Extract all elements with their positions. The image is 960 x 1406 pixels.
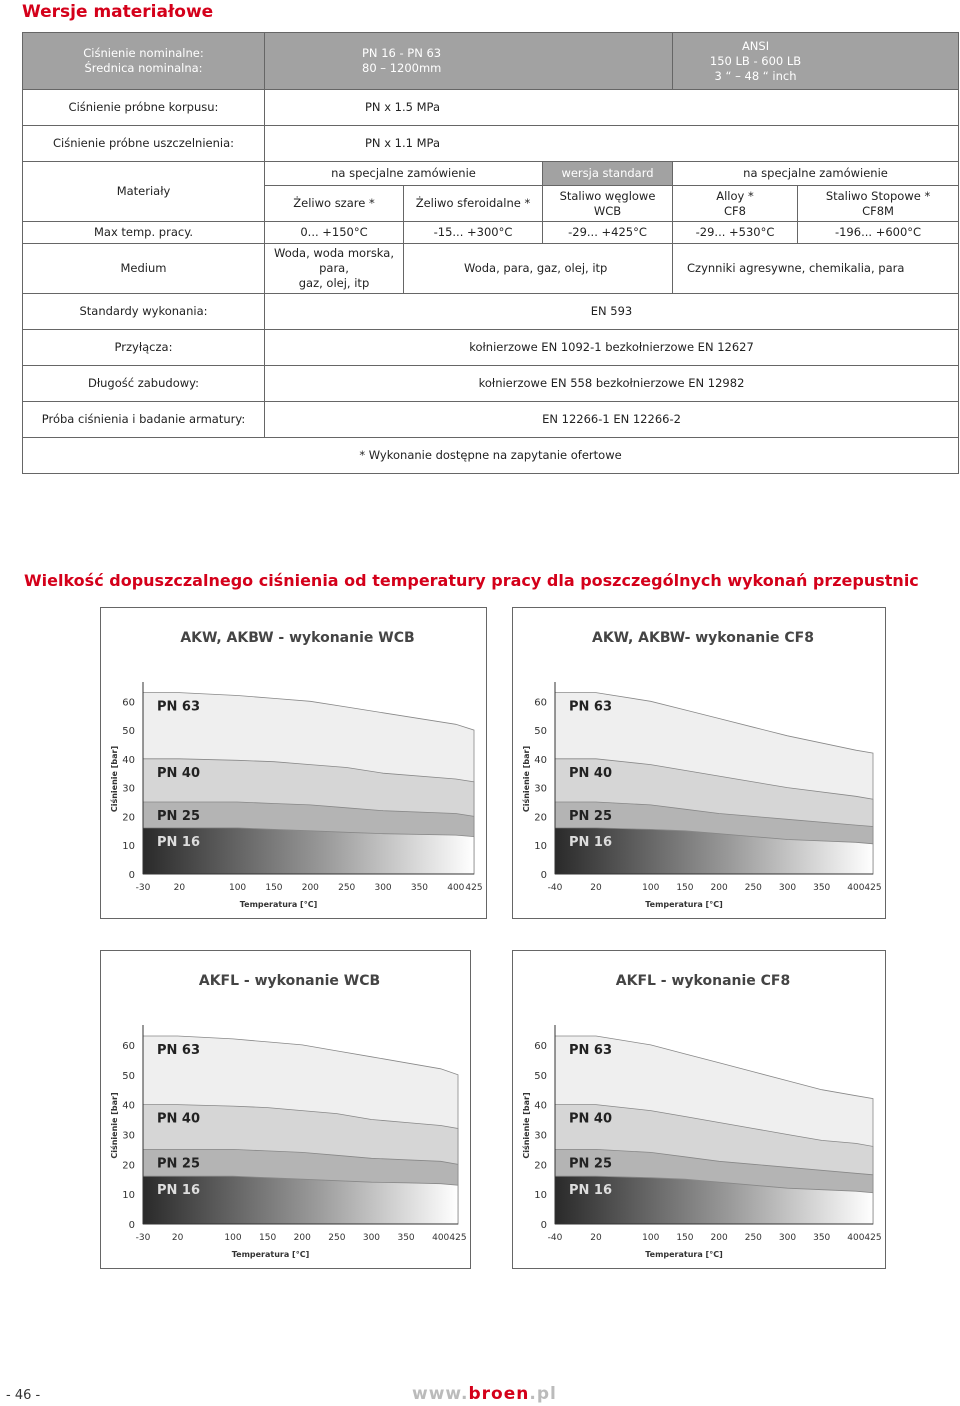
- series-label: PN 25: [569, 1156, 613, 1172]
- x-tick-label: 250: [338, 883, 356, 893]
- pn-range: PN 16 - PN 63: [362, 46, 442, 60]
- max-temp-label: Max temp. pracy.: [23, 222, 265, 244]
- x-tick-label: 425: [864, 883, 882, 893]
- ansi-lb-range: 150 LB - 600 LB: [709, 53, 802, 68]
- table-row: [23, 162, 959, 186]
- temp-range: -196... +600°C: [798, 222, 959, 244]
- x-tick-label: 200: [301, 883, 319, 893]
- temp-range: 0... +150°C: [265, 222, 404, 244]
- x-tick-label: 150: [265, 883, 283, 893]
- x-tick-label: 425: [864, 1233, 882, 1243]
- medium-value-3: Czynniki agresywne, chemikalia, para: [673, 244, 959, 294]
- x-axis-label: Temperatura [°C]: [645, 1250, 723, 1259]
- spec-table: [22, 32, 959, 474]
- chart-svg: [513, 608, 885, 918]
- y-tick-label: 20: [122, 812, 135, 824]
- y-axis-label: Ciśnienie [bar]: [110, 745, 119, 813]
- series-label: PN 16: [157, 834, 201, 850]
- series-label: PN 40: [569, 1111, 613, 1127]
- length-value: kołnierzowe EN 558 bezkołnierzowe EN 12982: [265, 366, 959, 402]
- test-label: Próba ciśnienia i badanie armatury:: [23, 402, 265, 438]
- temp-range: -29... +425°C: [543, 222, 673, 244]
- material-carbon-steel: Staliwo węglowe WCB: [543, 186, 673, 222]
- table-row: [23, 244, 959, 294]
- table-row: [23, 90, 959, 126]
- x-tick-label: -40: [547, 883, 563, 893]
- chart-akw-wcb: [100, 607, 487, 919]
- y-axis-label: Ciśnienie [bar]: [522, 1092, 531, 1159]
- page-title: Wersje materiałowe: [22, 2, 214, 22]
- chart-title: AKW, AKBW - wykonanie WCB: [180, 630, 415, 646]
- x-tick-label: -30: [135, 1233, 151, 1243]
- chart-akw-cf8: [512, 607, 886, 919]
- temp-range: -15... +300°C: [404, 222, 543, 244]
- material-stainless: Staliwo Stopowe * CF8M: [798, 186, 959, 222]
- standard-version-badge: wersja standard: [543, 162, 673, 186]
- pn-dn-cell: [265, 33, 673, 90]
- ansi-inch-range: 3 “ – 48 “ inch: [714, 68, 797, 83]
- table-row: [23, 402, 959, 438]
- y-tick-label: 60: [122, 697, 135, 709]
- y-tick-label: 30: [534, 783, 547, 795]
- y-tick-label: 0: [128, 1220, 135, 1231]
- y-tick-label: 20: [534, 812, 547, 824]
- chart-title: AKFL - wykonanie CF8: [615, 973, 791, 989]
- y-tick-label: 30: [534, 1130, 547, 1142]
- x-tick-label: 150: [259, 1233, 277, 1243]
- chart-title: AKW, AKBW- wykonanie CF8: [591, 630, 815, 646]
- y-tick-label: 40: [122, 1100, 135, 1112]
- series-label: PN 40: [157, 1111, 201, 1127]
- y-tick-label: 40: [534, 754, 547, 766]
- x-axis-label: Temperatura [°C]: [231, 1250, 310, 1259]
- chart-svg: [101, 608, 486, 918]
- x-axis-label: Temperatura [°C]: [645, 900, 723, 909]
- brand-name: broen: [468, 1384, 530, 1404]
- x-tick-label: 100: [224, 1233, 242, 1243]
- y-axis-label: Ciśnienie [bar]: [110, 1092, 119, 1159]
- website-url[interactable]: www.broen.pl: [412, 1384, 557, 1404]
- length-label: Długość zabudowy:: [23, 366, 265, 402]
- nominal-diameter-label: Średnica nominalna:: [84, 61, 203, 75]
- series-label: PN 16: [157, 1183, 201, 1199]
- x-tick-label: 250: [744, 883, 762, 893]
- x-tick-label: 250: [744, 1233, 762, 1243]
- y-tick-label: 10: [534, 841, 547, 853]
- x-tick-label: 20: [173, 883, 186, 893]
- table-row: [23, 126, 959, 162]
- y-tick-label: 0: [128, 870, 135, 881]
- series-label: PN 16: [569, 834, 613, 850]
- test-value: EN 12266-1 EN 12266-2: [265, 402, 959, 438]
- y-tick-label: 10: [534, 1190, 547, 1202]
- y-tick-label: 40: [122, 754, 135, 766]
- y-tick-label: 0: [540, 1220, 547, 1231]
- y-tick-label: 60: [534, 697, 547, 709]
- seal-test-value: PN x 1.1 MPa: [265, 126, 959, 162]
- y-tick-label: 50: [122, 726, 135, 738]
- chart-akfl-wcb: [100, 950, 471, 1269]
- series-label: PN 25: [569, 809, 613, 825]
- chart-svg: [513, 951, 885, 1268]
- connections-label: Przyłącza:: [23, 330, 265, 366]
- y-tick-label: 60: [122, 1040, 135, 1052]
- table-row: [23, 222, 959, 244]
- x-tick-label: 400: [447, 883, 465, 893]
- x-tick-label: 350: [397, 1233, 415, 1243]
- x-tick-label: 150: [676, 883, 694, 893]
- x-tick-label: 100: [642, 1233, 660, 1243]
- table-row: [23, 294, 959, 330]
- y-axis-label: Ciśnienie [bar]: [522, 745, 531, 813]
- x-tick-label: 200: [293, 1233, 311, 1243]
- x-tick-label: 100: [228, 883, 247, 893]
- x-tick-label: 200: [710, 883, 728, 893]
- series-label: PN 16: [569, 1183, 613, 1199]
- chart-svg: [101, 951, 470, 1268]
- x-axis-label: Temperatura [°C]: [239, 900, 318, 909]
- medium-value-1: Woda, woda morska, para, gaz, olej, itp: [265, 244, 404, 294]
- ansi-label: ANSI: [741, 38, 770, 53]
- table-row: [23, 438, 959, 474]
- ansi-cell: [673, 33, 959, 90]
- body-test-value: PN x 1.5 MPa: [265, 90, 959, 126]
- series-label: PN 40: [157, 765, 201, 781]
- y-tick-label: 0: [540, 870, 547, 881]
- x-tick-label: 250: [328, 1233, 346, 1243]
- x-tick-label: 20: [171, 1233, 184, 1243]
- footnote: * Wykonanie dostępne na zapytanie ofertowe: [23, 438, 959, 474]
- material-ductile-iron: Żeliwo sferoidalne *: [404, 186, 543, 222]
- x-tick-label: 400: [847, 883, 865, 893]
- table-row: [23, 330, 959, 366]
- chart-title: AKFL - wykonanie WCB: [198, 973, 381, 989]
- material-alloy: Alloy * CF8: [673, 186, 798, 222]
- x-tick-label: 350: [813, 1233, 831, 1243]
- x-tick-label: 425: [465, 883, 483, 893]
- x-tick-label: 300: [362, 1233, 381, 1243]
- medium-value-2: Woda, para, gaz, olej, itp: [404, 244, 673, 294]
- x-tick-label: 200: [710, 1233, 728, 1243]
- materials-label: Materiały: [23, 162, 265, 222]
- x-tick-label: 20: [590, 1233, 602, 1243]
- series-label: PN 25: [157, 1156, 201, 1172]
- connections-value: kołnierzowe EN 1092-1 bezkołnierzowe EN 12627: [265, 330, 959, 366]
- x-tick-label: 300: [778, 1233, 797, 1243]
- series-label: PN 63: [157, 699, 201, 715]
- seal-test-label: Ciśnienie próbne uszczelnienia:: [23, 126, 265, 162]
- x-tick-label: -40: [547, 1233, 563, 1243]
- nominal-pressure-label: Ciśnienie nominalne:: [83, 46, 204, 60]
- x-tick-label: 350: [813, 883, 831, 893]
- special-order-right: na specjalne zamówienie: [673, 162, 959, 186]
- page-number: - 46 -: [6, 1388, 41, 1403]
- section-title: Wielkość dopuszczalnego ciśnienia od temperatury pracy dla poszczególnych wykonań przepustnic: [24, 571, 919, 590]
- dn-range: 80 – 1200mm: [362, 61, 442, 75]
- x-tick-label: 400: [847, 1233, 865, 1243]
- y-tick-label: 30: [122, 1130, 135, 1142]
- material-grey-iron: Żeliwo szare *: [265, 186, 404, 222]
- x-tick-label: 350: [410, 883, 429, 893]
- standards-label: Standardy wykonania:: [23, 294, 265, 330]
- medium-label: Medium: [23, 244, 265, 294]
- series-label: PN 25: [157, 809, 201, 825]
- table-row: [23, 366, 959, 402]
- series-label: PN 63: [569, 699, 613, 715]
- x-tick-label: 400: [432, 1233, 450, 1243]
- x-tick-label: -30: [135, 883, 151, 893]
- y-tick-label: 50: [534, 1070, 547, 1082]
- y-tick-label: 40: [534, 1100, 547, 1112]
- y-tick-label: 20: [534, 1160, 547, 1172]
- special-order-left: na specjalne zamówienie: [265, 162, 543, 186]
- series-label: PN 40: [569, 765, 613, 781]
- y-tick-label: 20: [122, 1160, 135, 1172]
- nominal-labels-cell: [23, 33, 265, 90]
- x-tick-label: 300: [374, 883, 392, 893]
- x-tick-label: 425: [449, 1233, 467, 1243]
- series-label: PN 63: [157, 1042, 201, 1058]
- x-tick-label: 100: [642, 883, 660, 893]
- chart-akfl-cf8: [512, 950, 886, 1269]
- y-tick-label: 30: [122, 783, 135, 795]
- x-tick-label: 20: [590, 883, 602, 893]
- x-tick-label: 150: [676, 1233, 694, 1243]
- standards-value: EN 593: [265, 294, 959, 330]
- body-test-label: Ciśnienie próbne korpusu:: [23, 90, 265, 126]
- table-row: [23, 33, 959, 90]
- temp-range: -29... +530°C: [673, 222, 798, 244]
- y-tick-label: 60: [534, 1040, 547, 1052]
- y-tick-label: 50: [534, 726, 547, 738]
- x-tick-label: 300: [778, 883, 797, 893]
- series-label: PN 63: [569, 1042, 613, 1058]
- y-tick-label: 50: [122, 1070, 135, 1082]
- y-tick-label: 10: [122, 841, 135, 853]
- y-tick-label: 10: [122, 1190, 135, 1202]
